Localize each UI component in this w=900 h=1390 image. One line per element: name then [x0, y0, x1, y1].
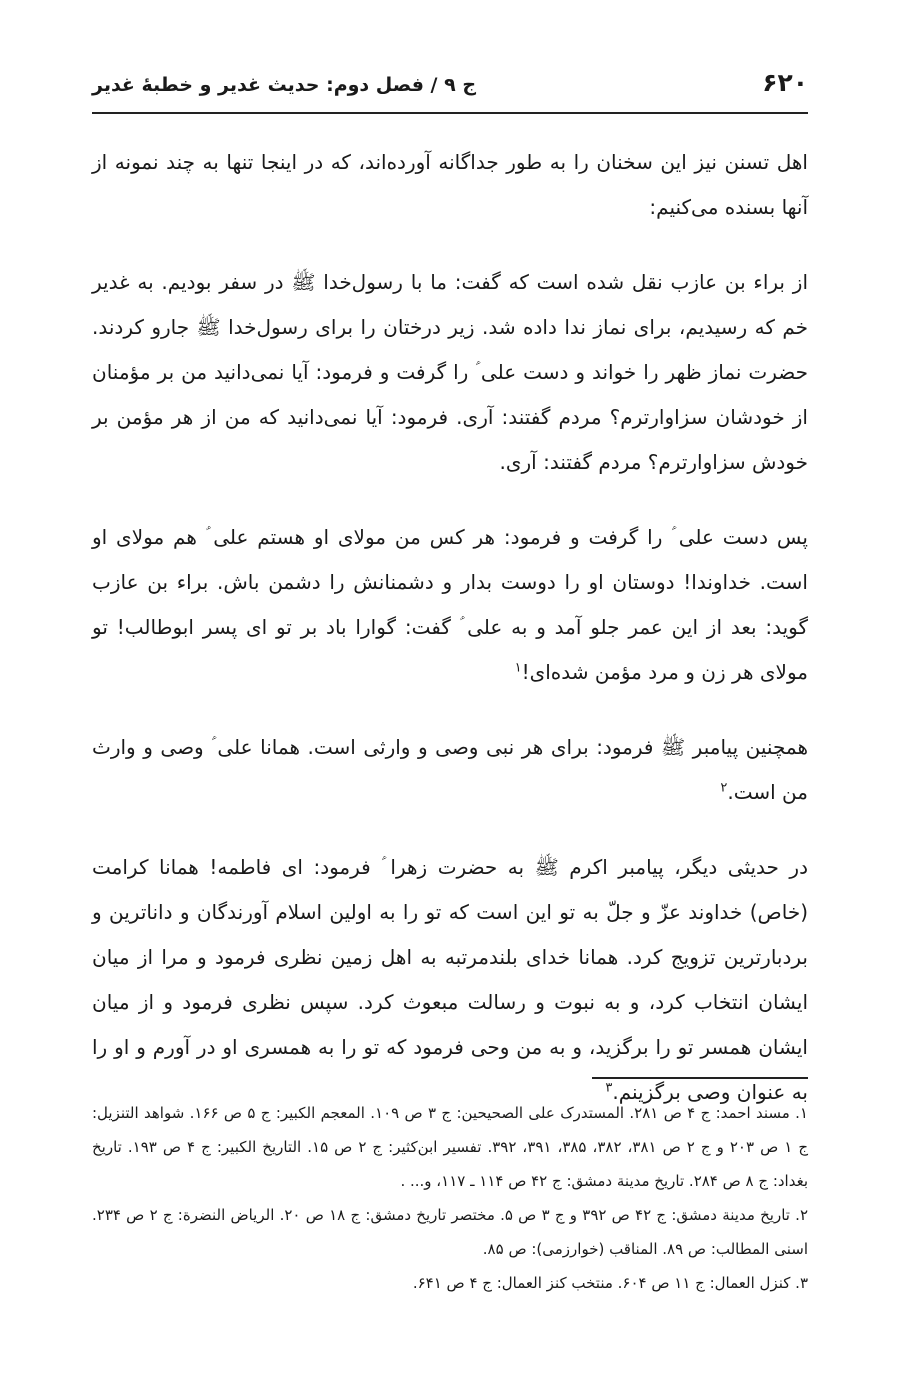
footnote: ۲. تاریخ مدینة دمشق: ج ۴۲ ص ۳۹۲ و ج ۳ ص ۵. مختصر تاریخ دمشق: ج ۱۸ ص ۲۰. الریاض النضرة: ج ۲ ص ۲۳۴. اسنی المطالب: ص ۸۹. المناقب (خوارزمی): ص ۸۵.	[92, 1206, 809, 1258]
paragraph-text: همچنین پیامبر ﷺ فرمود: برای هر نبی وصی و وارثی است. همانا علی ؑ وصی و وارث من است.	[92, 735, 808, 804]
page-number: ۶۲۰	[762, 68, 808, 97]
footnote-marker: ۲	[720, 780, 728, 796]
paragraph-text: در حدیثی دیگر، پیامبر اکرم ﷺ به حضرت زهرا ؑ فرمود: ای فاطمه! همانا کرامت (خاص) خداوند عزّ و جلّ به تو این است که تو را به اولین اسلام آورندگان و داناترین و بردبارترین تزویج کرد. همانا خدای بلندمرتبه به اهل زمین نظری فرمود و مرا از میان ایشان انتخاب کرد، و به نبوت و رسالت مبعوث کرد. سپس نظری فرمود و از میان ایشان همسر تو را برگزید، و به من وحی فرمود که تو را به همسری او در آورم و او را به عنوان وصی برگزینم.	[92, 855, 808, 1104]
footnote: ۳. کنزل العمال: ج ۱۱ ص ۶۰۴. منتخب کنز العمال: ج ۴ ص ۶۴۱.	[412, 1274, 808, 1292]
footnote-marker: ۳	[605, 1080, 613, 1096]
paragraph	[92, 515, 808, 695]
main-text	[92, 140, 808, 1145]
footnotes	[92, 1096, 808, 1300]
footnote-marker: ۱	[514, 660, 522, 676]
footnote: ۱. مسند احمد: ج ۴ ص ۲۸۱. المستدرک علی الصحیحین: ج ۳ ص ۱۰۹. المعجم الکبیر: ج ۵ ص ۱۶۶. شواهد التنزیل: ج ۱ ص ۲۰۳ و ج ۲ ص ۳۸۱، ۳۸۲، ۳۸۵، ۳۹۱، ۳۹۲. تفسیر ابن‌کثیر: ج ۲ ص ۱۵. التاریخ الکبیر: ج ۴ ص ۱۹۳. تاریخ بغداد: ج ۸ ص ۲۸۴. تاریخ مدینة دمشق: ج ۴۲ ص ۱۱۴ ـ ۱۱۷، و... .	[92, 1104, 809, 1190]
page-header	[92, 58, 808, 114]
paragraph	[92, 845, 808, 1115]
paragraph-text: پس دست علی ؑ را گرفت و فرمود: هر کس من مولای او هستم علی ؑ هم مولای او است. خداوندا! دوستان او را دوست بدار و دشمنانش را دشمن باش. براء بن عازب گوید: بعد از این عمر جلو آمد و به علی ؑ گفت: گوارا باد بر تو ای پسر ابوطالب! تو مولای هر زن و مرد مؤمن شده‌ای!	[92, 525, 808, 684]
paragraph	[92, 725, 808, 815]
running-title: ج ۹ / فصل دوم: حدیث غدیر و خطبهٔ غدیر	[92, 74, 477, 96]
paragraph	[92, 260, 808, 485]
paragraph	[92, 140, 808, 230]
paragraph-text: اهل تسنن نیز این سخنان را به طور جداگانه آورده‌اند، که در اینجا تنها به چند نمونه از آنها بسنده می‌کنیم:	[92, 150, 808, 219]
paragraph-text: از براء بن عازب نقل شده است که گفت: ما با رسول‌خدا ﷺ در سفر بودیم. به غدیر خم که رسیدیم، برای نماز ندا داده شد. زیر درختان را برای رسول‌خدا ﷺ جارو کردند. حضرت نماز ظهر را خواند و دست علی ؑ را گرفت و فرمود: آیا نمی‌دانید من بر مؤمنان از خودشان سزاوارترم؟ مردم گفتند: آری. فرمود: آیا نمی‌دانید که من از هر مؤمن بر خودش سزاوارترم؟ مردم گفتند: آری.	[92, 270, 808, 474]
footnote-divider	[592, 1077, 808, 1079]
